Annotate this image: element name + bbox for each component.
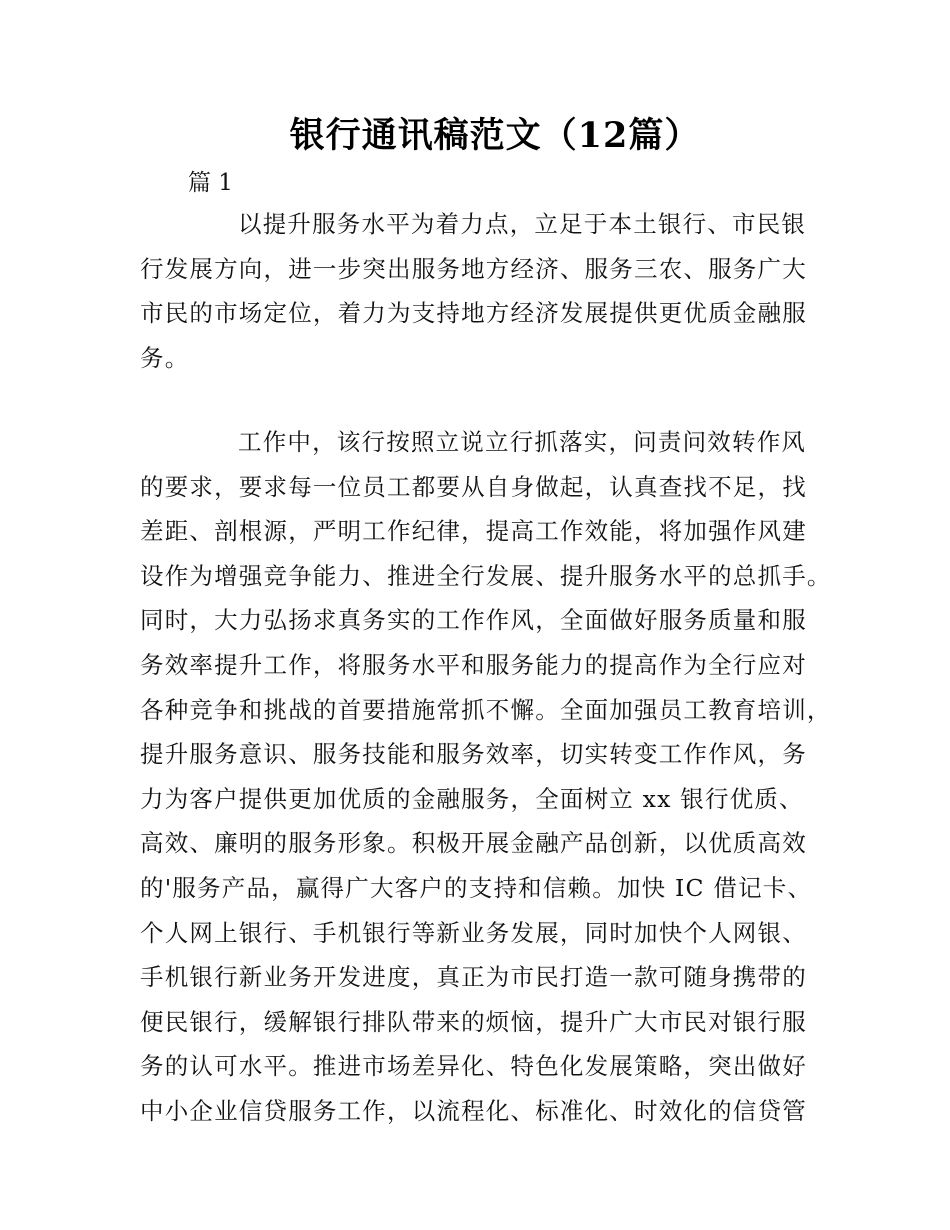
paragraph-line: 个人网上银行、手机银行等新业务发展，同时加快个人网银、 <box>140 918 807 947</box>
paragraph-line: 各种竞争和挑战的首要措施常抓不懈。全面加强员工教育培训， <box>140 695 832 724</box>
paragraph-line: 务。 <box>140 343 190 372</box>
paragraph-line: 务的认可水平。推进市场差异化、特色化发展策略，突出做好 <box>140 1052 807 1081</box>
paragraph-line: 的'服务产品，赢得广大客户的支持和信赖。加快 IC 借记卡、 <box>140 873 813 902</box>
paragraph-line: 行发展方向，进一步突出服务地方经济、服务三农、服务广大 <box>140 254 807 283</box>
paragraph-line: 力为客户提供更加优质的金融服务，全面树立 xx 银行优质、 <box>140 784 804 813</box>
paragraph-line: 差距、剖根源，严明工作纪律，提高工作效能，将加强作风建 <box>140 517 807 546</box>
paragraph-line: 务效率提升工作，将服务水平和服务能力的提高作为全行应对 <box>140 650 807 679</box>
paragraph-line: 手机银行新业务开发进度，真正为市民打造一款可随身携带的 <box>140 963 807 992</box>
paragraph-line: 以提升服务水平为着力点，立足于本土银行、市民银 <box>238 210 807 238</box>
paragraph-line: 设作为增强竞争能力、推进全行发展、提升服务水平的总抓手。 <box>140 561 832 590</box>
paragraph-line: 同时，大力弘扬求真务实的工作作风，全面做好服务质量和服 <box>140 606 807 635</box>
paragraph-line: 的要求，要求每一位员工都要从自身做起，认真查找不足，找 <box>140 472 807 501</box>
paragraph-line: 工作中，该行按照立说立行抓落实，问责问效转作风 <box>238 428 807 456</box>
paragraph-2 <box>140 420 830 1134</box>
paragraph-line: 市民的市场定位，着力为支持地方经济发展提供更优质金融服 <box>140 299 807 328</box>
paragraph-line: 高效、廉明的服务形象。积极开展金融产品创新，以优质高效 <box>140 829 807 858</box>
document-title: 银行通讯稿范文（12篇） <box>289 115 701 156</box>
paragraph-line: 中小企业信贷服务工作，以流程化、标准化、时效化的信贷管 <box>140 1096 807 1125</box>
section-label: 篇 1 <box>188 170 233 196</box>
paragraph-line: 提升服务意识、服务技能和服务效率，切实转变工作作风，务 <box>140 740 807 769</box>
paragraph-1 <box>140 202 830 380</box>
paragraph-line: 便民银行，缓解银行排队带来的烦恼，提升广大市民对银行服 <box>140 1007 807 1036</box>
